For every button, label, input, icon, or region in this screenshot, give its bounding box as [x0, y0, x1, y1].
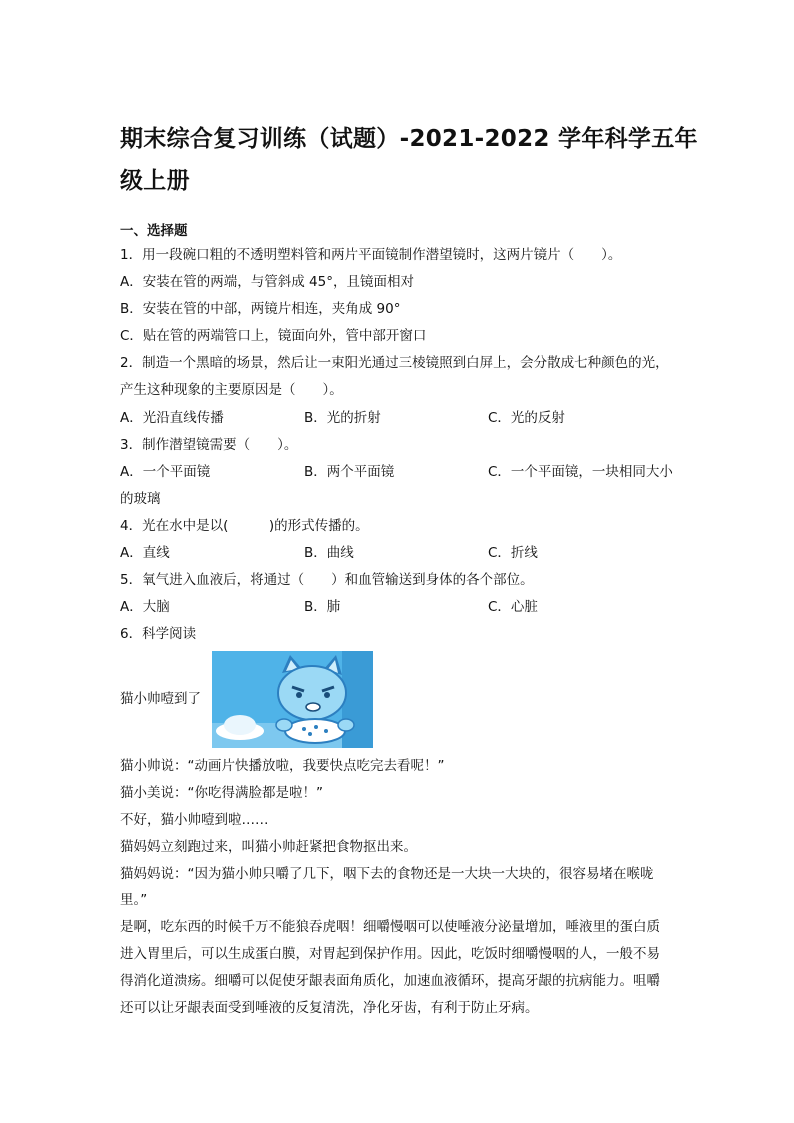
question-3-option-a: A．一个平面镜 [120, 464, 211, 480]
title-line-2: 级上册 [120, 168, 190, 194]
reading-line-8: 进入胃里后，可以生成蛋白膜，对胃起到保护作用。因此，吃饭时细嚼慢咽的人，一般不易 [120, 946, 660, 962]
question-3-option-c: C．一个平面镜，一块相同大小 [488, 464, 673, 480]
question-5-option-a: A．大脑 [120, 599, 170, 615]
reading-line-2: 猫小美说：“你吃得满脸都是啦！” [120, 785, 323, 801]
reading-line-7: 是啊，吃东西的时候千万不能狼吞虎咽！细嚼慢咽可以使唾液分泌量增加，唾液里的蛋白质 [120, 919, 660, 935]
question-1-option-b: B．安装在管的中部，两镜片相连，夹角成 90° [120, 301, 401, 317]
question-5-option-c: C．心脏 [488, 599, 538, 615]
reading-line-9: 得消化道溃疡。细嚼可以促使牙龈表面角质化，加速血液循环，提高牙龈的抗病能力。咀嚼 [120, 973, 660, 989]
question-2-option-c: C．光的反射 [488, 410, 565, 426]
reading-line-4: 猫妈妈立刻跑过来，叫猫小帅赶紧把食物抠出来。 [120, 839, 417, 855]
question-3-option-c-continued: 的玻璃 [120, 491, 161, 507]
question-1-option-a: A．安装在管的两端，与管斜成 45°，且镜面相对 [120, 274, 414, 290]
reading-line-10: 还可以让牙龈表面受到唾液的反复清洗，净化牙齿，有利于防止牙病。 [120, 1000, 539, 1016]
reading-line-1: 猫小帅说：“动画片快播放啦，我要快点吃完去看呢！” [120, 758, 445, 774]
question-6-stem: 6．科学阅读 [120, 626, 197, 642]
question-4-option-c: C．折线 [488, 545, 538, 561]
question-2-stem-line-2: 产生这种现象的主要原因是（ ）。 [120, 382, 343, 398]
question-3-stem: 3．制作潜望镜需要（ ）。 [120, 437, 298, 453]
section-heading: 一、选择题 [120, 223, 188, 239]
question-1-option-c: C．贴在管的两端管口上，镜面向外，管中部开窗口 [120, 328, 427, 344]
question-2-option-a: A．光沿直线传播 [120, 410, 224, 426]
question-3-option-b: B．两个平面镜 [304, 464, 395, 480]
reading-line-3: 不好，猫小帅噎到啦…… [120, 812, 269, 828]
reading-line-5: 猫妈妈说：“因为猫小帅只嚼了几下，咽下去的食物还是一大块一大块的，很容易堵在喉咙 [120, 866, 654, 882]
question-5-stem: 5．氧气进入血液后，将通过（ ）和血管输送到身体的各个部位。 [120, 572, 534, 588]
question-4-option-b: B．曲线 [304, 545, 354, 561]
title-line-1: 期末综合复习训练（试题）-2021-2022 学年科学五年 [120, 126, 698, 152]
question-2-stem-line-1: 2．制造一个黑暗的场景，然后让一束阳光通过三棱镜照到白屏上，会分散成七种颜色的光， [120, 355, 669, 371]
question-5-option-b: B．肺 [304, 599, 341, 615]
question-4-stem: 4．光在水中是以( )的形式传播的。 [120, 518, 369, 534]
page-title [120, 118, 700, 202]
cat-eating-illustration [212, 651, 373, 748]
question-4-option-a: A．直线 [120, 545, 170, 561]
question-2-option-b: B．光的折射 [304, 410, 381, 426]
question-1-stem: 1．用一段碗口粗的不透明塑料管和两片平面镜制作潜望镜时，这两片镜片（ ）。 [120, 247, 622, 263]
reading-line-6: 里。” [120, 892, 148, 908]
illustration-label: 猫小帅噎到了 [120, 691, 201, 707]
